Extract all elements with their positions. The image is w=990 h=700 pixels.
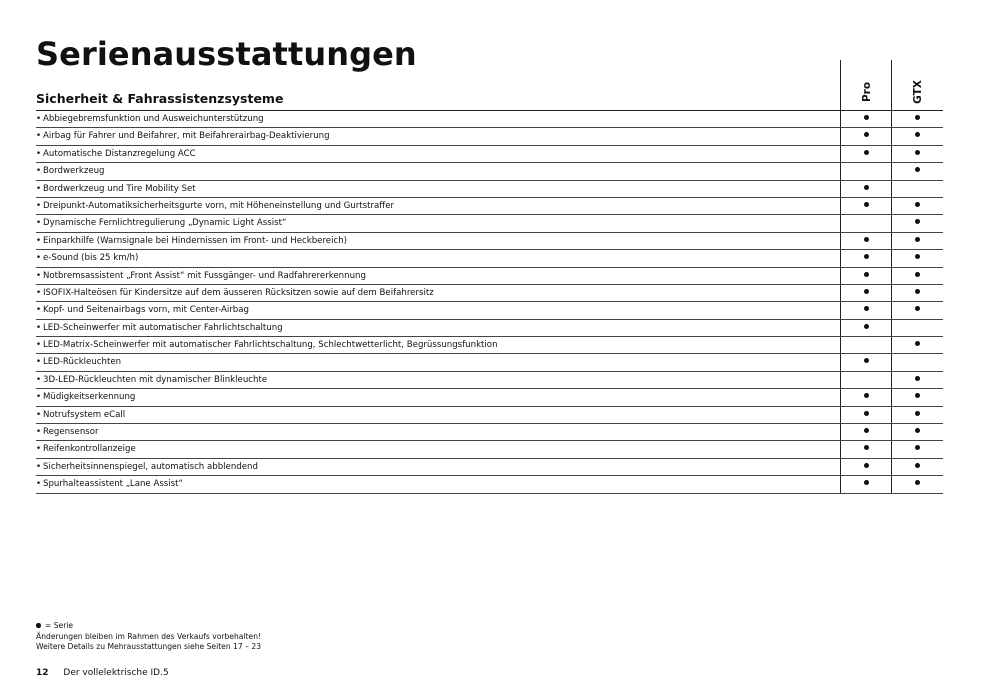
feature-label: Einparkhilfe (Warnsignale bei Hindernissen im Front- und Heckbereich) <box>43 235 348 246</box>
column-header-pro <box>840 60 892 110</box>
feature-label-cell <box>36 268 840 284</box>
feature-label: Müdigkeitserkennung <box>43 392 136 403</box>
standard-dot-icon <box>864 132 869 137</box>
standard-dot-icon <box>915 202 920 207</box>
feature-label-cell <box>36 424 840 440</box>
bullet-icon: • <box>36 392 42 403</box>
feature-label: Regensensor <box>43 427 99 438</box>
standard-dot-icon <box>915 237 920 242</box>
standard-dot-icon <box>864 237 869 242</box>
table-row <box>36 302 943 319</box>
standard-dot-icon <box>915 445 920 450</box>
feature-label-cell <box>36 337 840 353</box>
bullet-icon: • <box>36 200 42 211</box>
feature-label: e-Sound (bis 25 km/h) <box>43 253 139 264</box>
standard-dot-icon <box>915 480 920 485</box>
availability-cell-gtx <box>891 389 942 405</box>
feature-label: Airbag für Fahrer und Beifahrer, mit Beifahrerairbag-Deaktivierung <box>43 131 330 142</box>
availability-cell-pro <box>840 441 891 457</box>
availability-cell-gtx <box>891 233 942 249</box>
availability-cell-gtx <box>891 441 942 457</box>
availability-cell-pro <box>840 233 891 249</box>
standard-dot-icon <box>864 480 869 485</box>
feature-label: 3D-LED-Rückleuchten mit dynamischer Blinkleuchte <box>43 374 268 385</box>
feature-label-cell <box>36 285 840 301</box>
feature-label: Kopf- und Seitenairbags vorn, mit Center-Airbag <box>43 305 249 316</box>
table-row <box>36 233 943 250</box>
bullet-icon: • <box>36 305 42 316</box>
standard-dot-icon <box>864 411 869 416</box>
availability-cell-pro <box>840 268 891 284</box>
availability-cell-gtx <box>891 302 942 318</box>
table-row <box>36 285 943 302</box>
feature-label: Bordwerkzeug und Tire Mobility Set <box>43 183 196 194</box>
feature-label-cell <box>36 372 840 388</box>
bullet-icon: • <box>36 427 42 438</box>
table-row <box>36 163 943 180</box>
availability-cell-gtx <box>891 198 942 214</box>
availability-cell-gtx <box>891 128 942 144</box>
page-number: 12 <box>36 668 49 678</box>
standard-dot-icon <box>864 289 869 294</box>
standard-dot-icon <box>864 185 869 190</box>
column-header-gtx <box>891 60 943 110</box>
table-row <box>36 441 943 458</box>
availability-cell-gtx <box>891 268 942 284</box>
table-row <box>36 250 943 267</box>
standard-dot-icon <box>915 376 920 381</box>
availability-cell-gtx <box>891 337 942 353</box>
table-row <box>36 320 943 337</box>
table-row <box>36 476 943 493</box>
table-row <box>36 128 943 145</box>
footnotes <box>36 621 261 653</box>
table-row <box>36 389 943 406</box>
bullet-icon: • <box>36 235 42 246</box>
standard-dot-icon <box>864 254 869 259</box>
availability-cell-gtx <box>891 476 942 492</box>
feature-label-cell <box>36 476 840 492</box>
footnote-changes: Änderungen bleiben im Rahmen des Verkaufs vorbehalten! <box>36 631 262 641</box>
availability-cell-pro <box>840 407 891 423</box>
availability-cell-pro <box>840 372 891 388</box>
feature-label: Bordwerkzeug <box>43 166 105 177</box>
availability-cell-gtx <box>891 250 942 266</box>
table-row <box>36 111 943 128</box>
availability-cell-gtx <box>891 146 942 162</box>
standard-dot-icon <box>864 272 869 277</box>
table-row <box>36 424 943 441</box>
standard-dot-icon <box>915 411 920 416</box>
availability-cell-gtx <box>891 407 942 423</box>
standard-dot-icon <box>915 306 920 311</box>
standard-dot-icon <box>915 132 920 137</box>
standard-dot-icon <box>915 219 920 224</box>
bullet-icon: • <box>36 374 42 385</box>
feature-label: Notbremsassistent „Front Assist“ mit Fussgänger- und Radfahrererkennung <box>43 270 366 281</box>
availability-cell-pro <box>840 181 891 197</box>
table-row <box>36 268 943 285</box>
standard-dot-icon <box>864 115 869 120</box>
availability-cell-pro <box>840 111 891 127</box>
bullet-icon: • <box>36 287 42 298</box>
feature-label-cell <box>36 111 840 127</box>
standard-dot-icon <box>915 167 920 172</box>
table-row <box>36 181 943 198</box>
bullet-icon: • <box>36 131 42 142</box>
bullet-icon: • <box>36 114 42 124</box>
feature-label: ISOFIX-Halteösen für Kindersitze auf dem äusseren Rücksitzen sowie auf dem Beifahrersitz <box>43 287 434 298</box>
standard-dot-icon <box>915 150 920 155</box>
availability-cell-pro <box>840 250 891 266</box>
standard-dot-icon <box>864 150 869 155</box>
bullet-icon: • <box>36 148 42 159</box>
bullet-icon: • <box>36 322 42 333</box>
feature-label-cell <box>36 181 840 197</box>
standard-dot-icon <box>864 393 869 398</box>
feature-label: LED-Scheinwerfer mit automatischer Fahrlichtschaltung <box>43 322 283 333</box>
feature-label-cell <box>36 128 840 144</box>
page-footer <box>36 667 169 679</box>
availability-cell-pro <box>840 476 891 492</box>
feature-label: Spurhalteassistent „Lane Assist“ <box>43 479 183 490</box>
availability-cell-gtx <box>891 215 942 231</box>
feature-label-cell <box>36 198 840 214</box>
table-row <box>36 215 943 232</box>
availability-cell-pro <box>840 285 891 301</box>
table-row <box>36 337 943 354</box>
bullet-icon: • <box>36 183 42 194</box>
availability-cell-gtx <box>891 372 942 388</box>
feature-label-cell <box>36 163 840 179</box>
availability-cell-gtx <box>891 459 942 475</box>
bullet-icon: • <box>36 340 42 351</box>
standard-dot-icon <box>864 463 869 468</box>
feature-label-cell <box>36 215 840 231</box>
standard-dot-icon <box>864 428 869 433</box>
standard-dot-icon <box>36 623 41 628</box>
column-header-pro-label: Pro <box>860 81 873 103</box>
availability-cell-pro <box>840 354 891 370</box>
feature-label: Reifenkontrollanzeige <box>43 444 136 455</box>
page-title: Serienausstattungen <box>36 35 417 73</box>
equipment-table <box>36 110 943 494</box>
table-row <box>36 354 943 371</box>
legend-line <box>36 621 261 632</box>
availability-cell-pro <box>840 424 891 440</box>
feature-label: Dreipunkt-Automatiksicherheitsgurte vorn, mit Höheneinstellung und Gurtstraffer <box>43 200 395 211</box>
bullet-icon: • <box>36 444 42 455</box>
standard-dot-icon <box>915 393 920 398</box>
feature-label: Sicherheitsinnenspiegel, automatisch abblendend <box>43 461 258 472</box>
standard-dot-icon <box>864 445 869 450</box>
table-row <box>36 407 943 424</box>
availability-cell-pro <box>840 337 891 353</box>
feature-label: LED-Rückleuchten <box>43 357 122 368</box>
availability-cell-gtx <box>891 424 942 440</box>
bullet-icon: • <box>36 479 42 490</box>
table-row <box>36 146 943 163</box>
table-row <box>36 372 943 389</box>
table-row <box>36 198 943 215</box>
feature-label: Dynamische Fernlichtregulierung „Dynamic Light Assist“ <box>43 218 287 229</box>
standard-dot-icon <box>864 358 869 363</box>
bullet-icon: • <box>36 253 42 264</box>
feature-label-cell <box>36 441 840 457</box>
footer-doc-title: Der vollelektrische ID.5 <box>63 668 169 678</box>
standard-dot-icon <box>915 272 920 277</box>
availability-cell-gtx <box>891 320 942 336</box>
availability-cell-pro <box>840 389 891 405</box>
feature-label-cell <box>36 146 840 162</box>
standard-dot-icon <box>915 254 920 259</box>
availability-cell-gtx <box>891 285 942 301</box>
feature-label-cell <box>36 354 840 370</box>
feature-label-cell <box>36 459 840 475</box>
availability-cell-gtx <box>891 111 942 127</box>
bullet-icon: • <box>36 166 42 177</box>
availability-cell-gtx <box>891 163 942 179</box>
availability-cell-pro <box>840 459 891 475</box>
feature-label-cell <box>36 389 840 405</box>
footnote-details: Weitere Details zu Mehrausstattungen siehe Seiten 17 – 23 <box>36 642 262 652</box>
availability-cell-pro <box>840 146 891 162</box>
availability-cell-pro <box>840 320 891 336</box>
standard-dot-icon <box>915 428 920 433</box>
bullet-icon: • <box>36 270 42 281</box>
bullet-icon: • <box>36 357 42 368</box>
bullet-icon: • <box>36 461 42 472</box>
availability-cell-pro <box>840 163 891 179</box>
bullet-icon: • <box>36 218 42 229</box>
feature-label-cell <box>36 302 840 318</box>
feature-label: Automatische Distanzregelung ACC <box>43 148 196 159</box>
feature-label-cell <box>36 250 840 266</box>
feature-label-cell <box>36 407 840 423</box>
availability-cell-pro <box>840 215 891 231</box>
availability-cell-gtx <box>891 354 942 370</box>
feature-label-cell <box>36 233 840 249</box>
standard-dot-icon <box>915 115 920 120</box>
feature-label: LED-Matrix-Scheinwerfer mit automatischer Fahrlichtschaltung, Schlechtwetterlicht, Begrüssungsfunktion <box>43 340 498 351</box>
standard-dot-icon <box>915 289 920 294</box>
table-row <box>36 459 943 476</box>
section-title: Sicherheit & Fahrassistenzsysteme <box>36 91 284 106</box>
feature-label: Abbiegebremsfunktion und Ausweichunterstützung <box>43 114 264 124</box>
legend-text: = Serie <box>44 621 74 630</box>
bullet-icon: • <box>36 409 42 420</box>
feature-label: Notrufsystem eCall <box>43 409 126 420</box>
standard-dot-icon <box>864 306 869 311</box>
column-header-gtx-label: GTX <box>911 80 924 104</box>
availability-cell-pro <box>840 128 891 144</box>
availability-cell-gtx <box>891 181 942 197</box>
feature-label-cell <box>36 320 840 336</box>
standard-dot-icon <box>864 324 869 329</box>
availability-cell-pro <box>840 302 891 318</box>
standard-dot-icon <box>864 202 869 207</box>
availability-cell-pro <box>840 198 891 214</box>
standard-dot-icon <box>915 463 920 468</box>
standard-dot-icon <box>915 341 920 346</box>
